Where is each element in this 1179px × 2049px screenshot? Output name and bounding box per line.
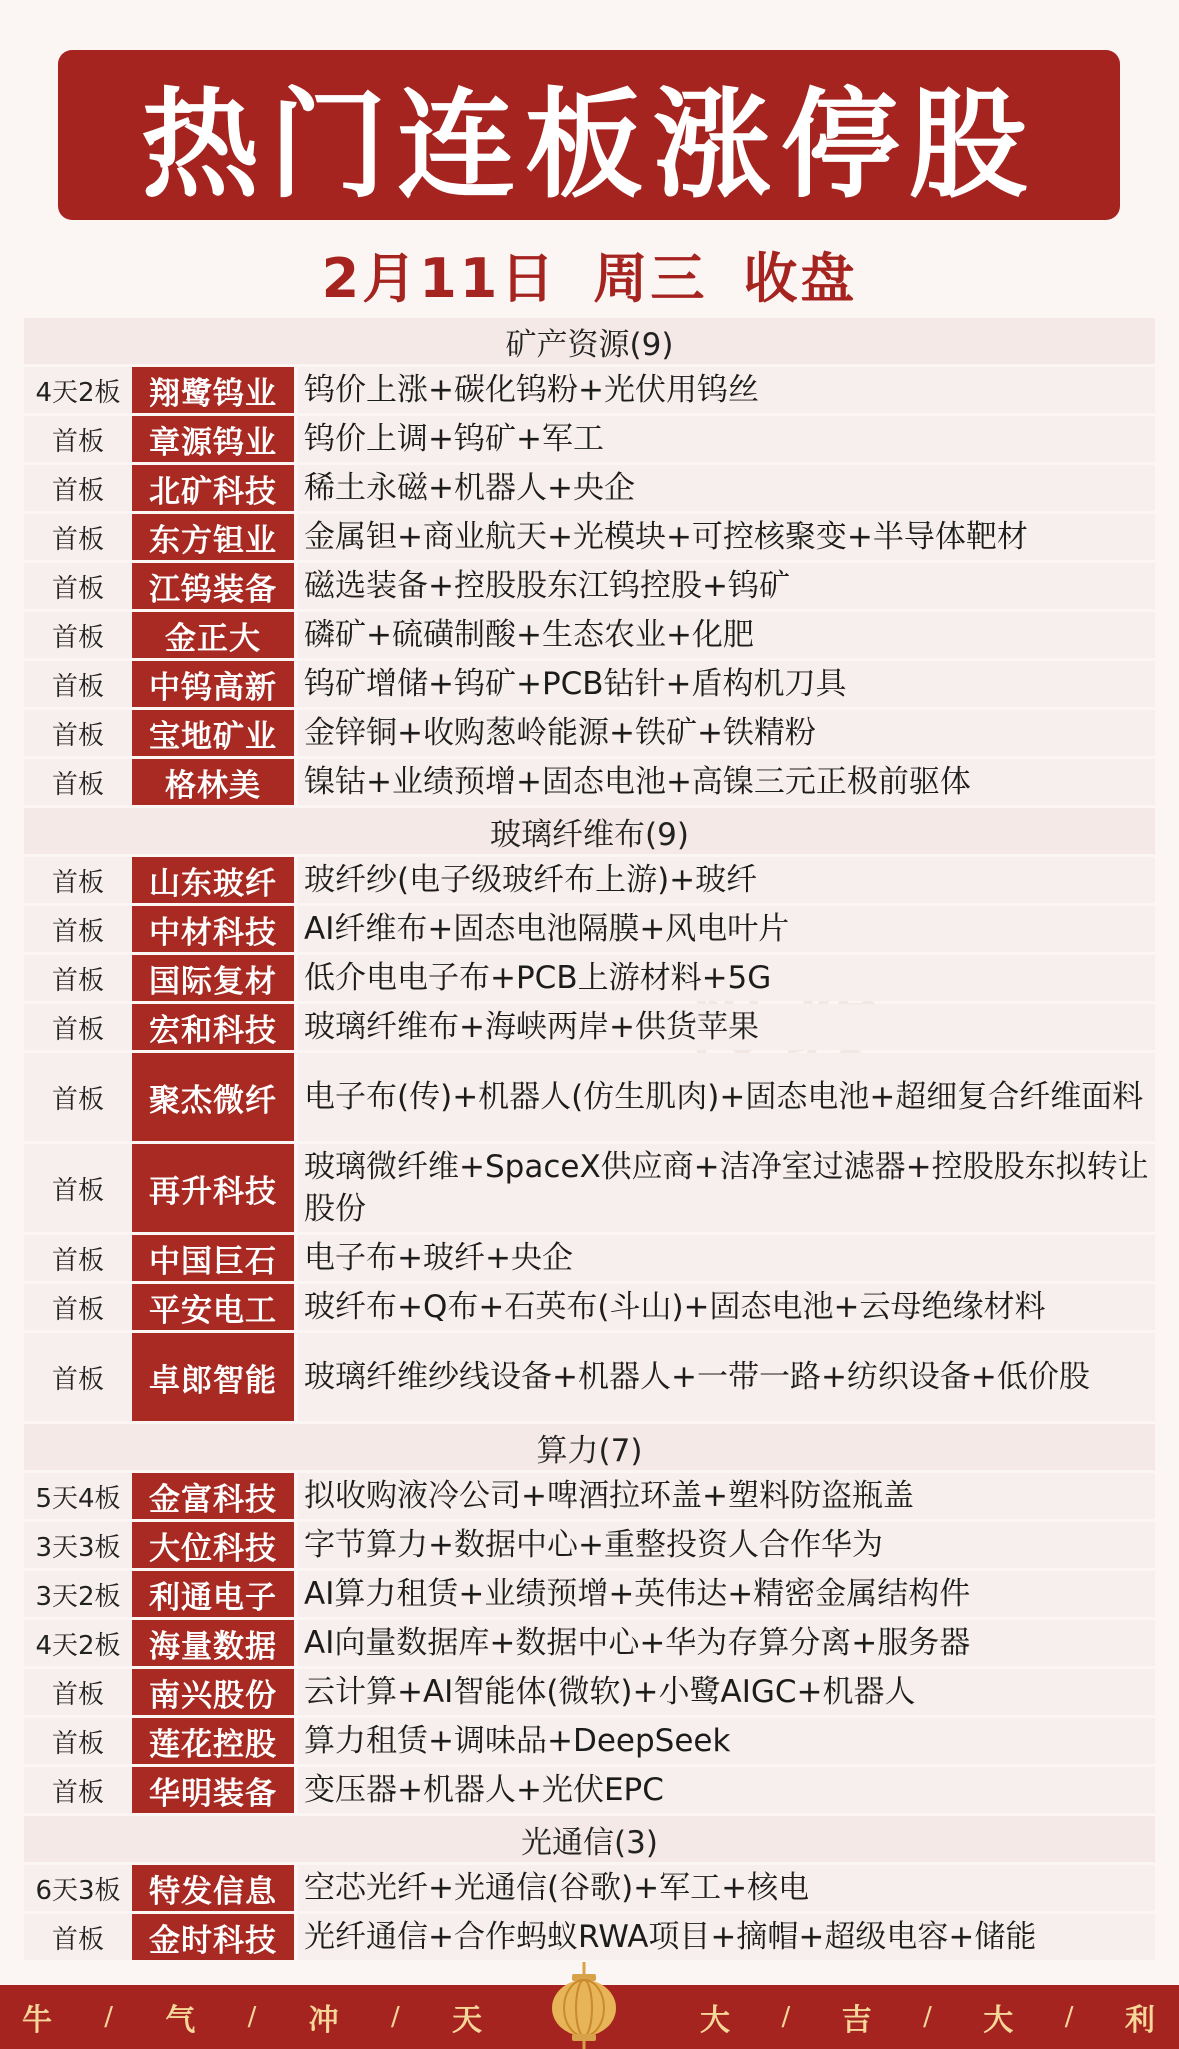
- footer-char: 大: [983, 2003, 1014, 2038]
- stock-name: 海量数据: [132, 1620, 294, 1666]
- table-row: [24, 1620, 1155, 1666]
- table-row: [24, 1718, 1155, 1764]
- stock-name: 中材科技: [132, 906, 294, 952]
- stock-name: 再升科技: [132, 1144, 294, 1232]
- stock-concepts: 拟收购液冷公司+啤酒拉环盖+塑料防盗瓶盖: [298, 1473, 1155, 1519]
- limit-up-badge: 首板: [24, 514, 132, 560]
- limit-up-badge: 4天2板: [24, 1620, 132, 1666]
- footer-char: 冲: [308, 2003, 339, 2038]
- stock-name: 东方钽业: [132, 514, 294, 560]
- stock-concepts: 磷矿+硫磺制酸+生态农业+化肥: [298, 612, 1155, 658]
- table-row: [24, 1053, 1155, 1141]
- table-row: [24, 1333, 1155, 1421]
- stock-concepts: 玻璃纤维布+海峡两岸+供货苹果: [298, 1004, 1155, 1050]
- date-line: [0, 236, 1179, 312]
- limit-up-badge: 首板: [24, 1284, 132, 1330]
- footer-separator: /: [923, 2002, 932, 2032]
- limit-up-badge: 首板: [24, 465, 132, 511]
- table-row: [24, 857, 1155, 903]
- footer-char: 天: [451, 2003, 482, 2038]
- section-header: 算力(7): [24, 1424, 1155, 1470]
- limit-up-badge: 首板: [24, 1004, 132, 1050]
- stock-concepts: 玻纤布+Q布+石英布(斗山)+固态电池+云母绝缘材料: [298, 1284, 1155, 1330]
- stock-name: 大位科技: [132, 1522, 294, 1568]
- limit-up-badge: 首板: [24, 1767, 132, 1813]
- table-row: [24, 1284, 1155, 1330]
- stock-concepts: AI算力租赁+业绩预增+英伟达+精密金属结构件: [298, 1571, 1155, 1617]
- limit-up-badge: 首板: [24, 906, 132, 952]
- section-header: 玻璃纤维布(9): [24, 808, 1155, 854]
- limit-up-badge: 首板: [24, 955, 132, 1001]
- table-row: [24, 514, 1155, 560]
- stock-name: 聚杰微纤: [132, 1053, 294, 1141]
- stock-concepts: 钨矿增储+钨矿+PCB钻针+盾构机刀具: [298, 661, 1155, 707]
- limit-up-badge: 首板: [24, 1669, 132, 1715]
- table-row: [24, 906, 1155, 952]
- table-row: [24, 1144, 1155, 1232]
- table-row: [24, 955, 1155, 1001]
- stock-name: 翔鹭钨业: [132, 367, 294, 413]
- stock-name: 宏和科技: [132, 1004, 294, 1050]
- limit-up-badge: 首板: [24, 612, 132, 658]
- stock-concepts: 空芯光纤+光通信(谷歌)+军工+核电: [298, 1865, 1155, 1911]
- title-banner: [58, 50, 1120, 220]
- stock-concepts: 光纤通信+合作蚂蚁RWA项目+摘帽+超级电容+储能: [298, 1914, 1155, 1960]
- stock-name: 莲花控股: [132, 1718, 294, 1764]
- limit-up-badge: 首板: [24, 1333, 132, 1421]
- stock-name: 中钨高新: [132, 661, 294, 707]
- footer-char: 吉: [841, 2003, 872, 2038]
- stock-name: 金富科技: [132, 1473, 294, 1519]
- table-row: [24, 661, 1155, 707]
- table-row: [24, 1522, 1155, 1568]
- limit-up-badge: 首板: [24, 1053, 132, 1141]
- limit-up-badge: 首板: [24, 1718, 132, 1764]
- table-row: [24, 465, 1155, 511]
- footer-left-slogan: [22, 1995, 482, 2039]
- lantern-icon: [548, 1962, 620, 2049]
- table-row: [24, 1473, 1155, 1519]
- limit-up-badge: 首板: [24, 710, 132, 756]
- table-row: [24, 1004, 1155, 1050]
- stock-name: 平安电工: [132, 1284, 294, 1330]
- limit-up-badge: 5天4板: [24, 1473, 132, 1519]
- stock-name: 国际复材: [132, 955, 294, 1001]
- table-row: [24, 416, 1155, 462]
- stock-name: 中国巨石: [132, 1235, 294, 1281]
- stock-concepts: 变压器+机器人+光伏EPC: [298, 1767, 1155, 1813]
- stock-name: 宝地矿业: [132, 710, 294, 756]
- stock-concepts: 玻璃纤维纱线设备+机器人+一带一路+纺织设备+低价股: [298, 1333, 1155, 1421]
- table-row: [24, 563, 1155, 609]
- section-header: 光通信(3): [24, 1816, 1155, 1862]
- limit-up-badge: 首板: [24, 1235, 132, 1281]
- stock-name: 章源钨业: [132, 416, 294, 462]
- footer-separator: /: [247, 2002, 257, 2032]
- stock-name: 山东玻纤: [132, 857, 294, 903]
- stock-concepts: 低介电电子布+PCB上游材料+5G: [298, 955, 1155, 1001]
- section-header: 矿产资源(9): [24, 318, 1155, 364]
- table-row: [24, 367, 1155, 413]
- stock-concepts: AI纤维布+固态电池隔膜+风电叶片: [298, 906, 1155, 952]
- page-title: 热门连板涨停股: [140, 76, 1037, 214]
- table-row: [24, 1914, 1155, 1960]
- stock-concepts: 磁选装备+控股股东江钨控股+钨矿: [298, 563, 1155, 609]
- limit-up-badge: 首板: [24, 563, 132, 609]
- footer-char: 气: [165, 2003, 196, 2038]
- stock-concepts: 镍钴+业绩预增+固态电池+高镍三元正极前驱体: [298, 759, 1155, 805]
- table-row: [24, 1235, 1155, 1281]
- footer-separator: /: [781, 2002, 791, 2032]
- weekday-text: 周三: [593, 246, 708, 310]
- stock-concepts: 稀土永磁+机器人+央企: [298, 465, 1155, 511]
- footer-separator: /: [104, 2002, 114, 2032]
- stock-name: 江钨装备: [132, 563, 294, 609]
- table-row: [24, 1571, 1155, 1617]
- stock-name: 北矿科技: [132, 465, 294, 511]
- table-row: [24, 710, 1155, 756]
- footer-char: 利: [1124, 2003, 1155, 2038]
- table-row: [24, 759, 1155, 805]
- stock-name: 金正大: [132, 612, 294, 658]
- stock-concepts: 钨价上涨+碳化钨粉+光伏用钨丝: [298, 367, 1155, 413]
- stock-name: 特发信息: [132, 1865, 294, 1911]
- stock-name: 南兴股份: [132, 1669, 294, 1715]
- limit-up-badge: 首板: [24, 857, 132, 903]
- stock-table: [24, 318, 1155, 1963]
- limit-up-badge: 首板: [24, 661, 132, 707]
- stock-concepts: 金锌铜+收购葱岭能源+铁矿+铁精粉: [298, 710, 1155, 756]
- footer-separator: /: [390, 2002, 400, 2032]
- stock-name: 华明装备: [132, 1767, 294, 1813]
- stock-concepts: 字节算力+数据中心+重整投资人合作华为: [298, 1522, 1155, 1568]
- stock-concepts: 电子布(传)+机器人(仿生肌肉)+固态电池+超细复合纤维面料: [298, 1053, 1155, 1141]
- limit-up-badge: 首板: [24, 1144, 132, 1232]
- stock-concepts: 云计算+AI智能体(微软)+小鹭AIGC+机器人: [298, 1669, 1155, 1715]
- stock-name: 金时科技: [132, 1914, 294, 1960]
- stock-concepts: 钨价上调+钨矿+军工: [298, 416, 1155, 462]
- table-row: [24, 1865, 1155, 1911]
- footer-char: 大: [700, 2003, 730, 2038]
- date-text: 2月11日: [321, 246, 558, 310]
- footer-char: 牛: [22, 2003, 52, 2038]
- stock-name: 卓郎智能: [132, 1333, 294, 1421]
- table-row: [24, 1767, 1155, 1813]
- limit-up-badge: 3天2板: [24, 1571, 132, 1617]
- session-text: 收盘: [743, 246, 858, 310]
- stock-concepts: 金属钽+商业航天+光模块+可控核聚变+半导体靶材: [298, 514, 1155, 560]
- limit-up-badge: 首板: [24, 1914, 132, 1960]
- limit-up-badge: 3天3板: [24, 1522, 132, 1568]
- limit-up-badge: 首板: [24, 759, 132, 805]
- stock-concepts: 电子布+玻纤+央企: [298, 1235, 1155, 1281]
- table-row: [24, 1669, 1155, 1715]
- stock-concepts: AI向量数据库+数据中心+华为存算分离+服务器: [298, 1620, 1155, 1666]
- table-row: [24, 612, 1155, 658]
- stock-name: 利通电子: [132, 1571, 294, 1617]
- footer-right-slogan: [700, 1995, 1155, 2039]
- stock-concepts: 算力租赁+调味品+DeepSeek: [298, 1718, 1155, 1764]
- stock-concepts: 玻璃微纤维+SpaceX供应商+洁净室过滤器+控股股东拟转让股份: [298, 1144, 1155, 1232]
- limit-up-badge: 4天2板: [24, 367, 132, 413]
- limit-up-badge: 首板: [24, 416, 132, 462]
- footer-separator: /: [1064, 2002, 1074, 2032]
- limit-up-badge: 6天3板: [24, 1865, 132, 1911]
- stock-concepts: 玻纤纱(电子级玻纤布上游)+玻纤: [298, 857, 1155, 903]
- stock-name: 格林美: [132, 759, 294, 805]
